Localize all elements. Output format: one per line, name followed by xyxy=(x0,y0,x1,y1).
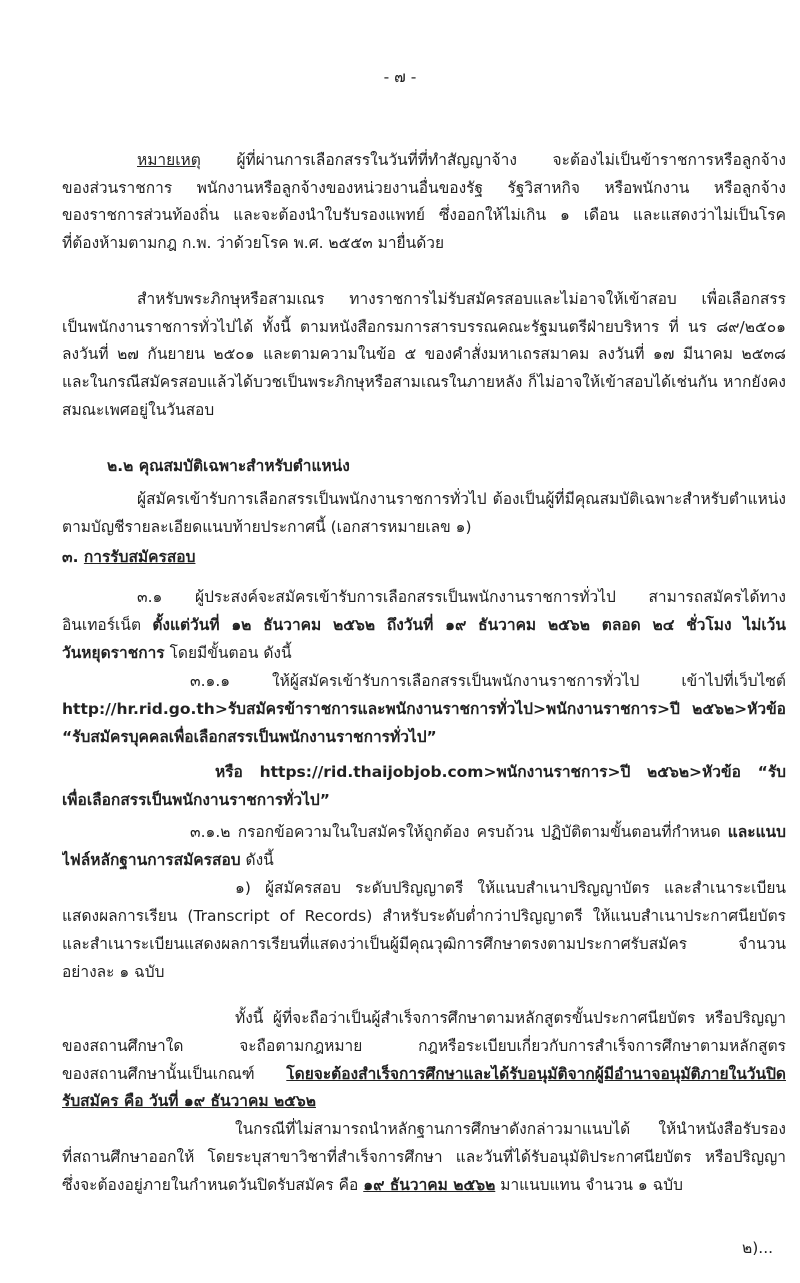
text-segment: ทั้งนี้ ผู้ที่จะถือว่าเป็นผู้สำเร็จการศึกษาตามหลักสูตรขั้นประกาศนียบัตร หรือปริญญา xyxy=(235,1009,786,1027)
text-segment: ดังนี้ xyxy=(240,851,274,869)
text-line xyxy=(62,203,786,227)
text-line xyxy=(137,287,786,311)
text-line xyxy=(137,585,786,609)
text-segment: ลงวันที่ ๒๗ กันยายน ๒๕๐๑ และตามความในข้อ ๕ ของคำสั่งมหาเถรสมาคม ลงวันที่ ๑๗ มีนาคม ๒๕๓๘ xyxy=(62,345,786,363)
text-line xyxy=(62,342,786,366)
text-line xyxy=(235,876,786,900)
text-segment: และในกรณีสมัครสอบแล้วได้บวชเป็นพระภิกษุหรือสามเณรในภายหลัง ก็ไม่อาจให้เข้าสอบได้เช่นกัน หากยังคง xyxy=(62,373,786,391)
emphasized-text: โดยจะต้องสำเร็จการศึกษาและได้รับอนุมัติจากผู้มีอำนาจอนุมัติภายในวันปิด xyxy=(286,1065,786,1083)
text-line xyxy=(62,1089,786,1113)
text-segment: ๓.๑ ผู้ประสงค์จะสมัครเข้ารับการเลือกสรรเป็นพนักงานราชการทั่วไป สามารถสมัครได้ทาง xyxy=(137,588,786,606)
bold-text: ตั้งแต่วันที่ ๑๒ ธันวาคม ๒๕๖๒ ถึงวันที่ ๑๙ ธันวาคม ๒๕๖๒ ตลอด ๒๔ ชั่วโมง ไม่เว้น xyxy=(152,616,786,634)
text-line xyxy=(62,932,786,956)
text-segment: ซึ่งจะต้องอยู่ภายในกำหนดวันปิดรับสมัคร คือ xyxy=(62,1176,364,1194)
text-segment: ๓.๑.๑ ให้ผู้สมัครเข้ารับการเลือกสรรเป็นพนักงานราชการทั่วไป เข้าไปที่เว็บไซต์ xyxy=(190,672,786,690)
text-segment: โดยมีขั้นตอน ดังนี้ xyxy=(164,644,292,662)
text-line xyxy=(62,398,786,422)
text-line xyxy=(190,820,786,844)
text-line xyxy=(62,848,786,872)
text-line xyxy=(62,960,786,984)
text-line xyxy=(62,1173,786,1197)
text-segment: และสำเนาระเบียนแสดงผลการเรียนที่แสดงว่าเป็นผู้มีคุณวุฒิการศึกษาตรงตามประกาศรับสมัคร จำนวน xyxy=(62,935,786,953)
bold-text: ไฟล์หลักฐานการสมัครสอบ xyxy=(62,851,241,869)
bold-text: เพื่อเลือกสรรเป็นพนักงานราชการทั่วไป” xyxy=(62,791,330,809)
text-segment: ของสถานศึกษาใด จะถือตามกฎหมาย กฎหรือระเบียบเกี่ยวกับการสำเร็จการศึกษาตามหลักสูตร xyxy=(62,1037,786,1055)
text-line xyxy=(62,641,786,665)
text-line xyxy=(62,697,786,721)
bold-text: ๒.๒ คุณสมบัติเฉพาะสำหรับตำแหน่ง xyxy=(107,457,350,475)
text-segment: สำหรับพระภิกษุหรือสามเณร ทางราชการไม่รับสมัครสอบและไม่อาจให้เข้าสอบ เพื่อเลือกสรร xyxy=(137,290,786,308)
text-line xyxy=(62,788,786,812)
bold-text: ๓. xyxy=(62,548,84,566)
text-segment: อินเทอร์เน็ต xyxy=(62,616,153,634)
text-line xyxy=(62,315,786,339)
text-line xyxy=(62,515,786,539)
text-line xyxy=(137,148,786,172)
emphasized-text: การรับสมัครสอบ xyxy=(83,548,196,566)
text-line xyxy=(62,370,786,394)
text-segment: อย่างละ ๑ ฉบับ xyxy=(62,963,165,981)
text-segment: ที่สถานศึกษาออกให้ โดยระบุสาขาวิชาที่สำเร็จการศึกษา และวันที่ได้รับอนุมัติประกาศนียบัตร หรือปริญญา xyxy=(62,1148,786,1166)
bold-text: และแนบ xyxy=(727,823,786,841)
text-line xyxy=(62,1062,786,1086)
text-line xyxy=(107,454,786,478)
text-segment: ๓.๑.๒ กรอกข้อความในใบสมัครให้ถูกต้อง ครบถ้วน ปฏิบัติตามขั้นตอนที่กำหนด xyxy=(190,823,728,841)
emphasized-text: ๑๙ ธันวาคม ๒๕๖๒ xyxy=(363,1176,496,1194)
text-segment: ๑) ผู้สมัครสอบ ระดับปริญญาตรี ให้แนบสำเนาปริญญาบัตร และสำเนาระเบียน xyxy=(235,879,786,897)
text-line xyxy=(62,904,786,928)
text-line xyxy=(137,487,786,511)
text-segment: เป็นพนักงานราชการทั่วไปได้ ทั้งนี้ ตามหนังสือกรมการสารบรรณคณะรัฐมนตรีฝ่ายบริหาร ที่ นร ๘๙/๒๕๐๑ xyxy=(62,318,786,336)
text-segment: ของสถานศึกษานั้นเป็นเกณฑ์ xyxy=(62,1065,287,1083)
text-line xyxy=(215,760,786,784)
text-segment: ในกรณีที่ไม่สามารถนำหลักฐานการศึกษาดังกล่าวมาแนบได้ ให้นำหนังสือรับรอง xyxy=(235,1120,786,1138)
page-number: - ๗ - xyxy=(383,68,417,86)
text-line xyxy=(62,725,786,749)
bold-text: วันหยุดราชการ xyxy=(62,644,165,662)
bold-text[interactable]: http://hr.rid.go.th>รับสมัครข้าราชการและพนักงานราชการทั่วไป>พนักงานราชการ>ปี ๒๕๖๒>หัวข้อ xyxy=(62,700,786,718)
text-line xyxy=(62,1145,786,1169)
text-segment: มาแนบแทน จำนวน ๑ ฉบับ xyxy=(495,1176,683,1194)
text-segment: ตามบัญชีรายละเอียดแนบท้ายประกาศนี้ (เอกสารหมายเลข ๑) xyxy=(62,518,472,536)
emphasized-text: หมายเหตุ xyxy=(137,151,201,169)
continuation-marker: ๒)... xyxy=(742,1239,774,1257)
text-segment: ผู้สมัครเข้ารับการเลือกสรรเป็นพนักงานราชการทั่วไป ต้องเป็นผู้ที่มีคุณสมบัติเฉพาะสำหรับตำแหน่ง xyxy=(137,490,786,508)
text-segment: ผู้ที่ผ่านการเลือกสรรในวันที่ที่ทำสัญญาจ้าง จะต้องไม่เป็นข้าราชการหรือลูกจ้าง xyxy=(200,151,786,169)
text-line xyxy=(190,669,786,693)
text-line xyxy=(62,176,786,200)
text-segment: ของราชการส่วนท้องถิ่น และจะต้องนำใบรับรองแพทย์ ซึ่งออกให้ไม่เกิน ๑ เดือน และแสดงว่าไม่เป็นโรค xyxy=(62,206,786,224)
text-segment: ที่ต้องห้ามตามกฎ ก.พ. ว่าด้วยโรค พ.ศ. ๒๕๕๓ มายื่นด้วย xyxy=(62,234,445,252)
text-line xyxy=(235,1006,786,1030)
text-segment: สมณะเพศอยู่ในวันสอบ xyxy=(62,401,215,419)
text-line xyxy=(62,231,786,255)
bold-text: “รับสมัครบุคคลเพื่อเลือกสรรเป็นพนักงานราชการทั่วไป” xyxy=(62,728,437,746)
emphasized-text: รับสมัคร คือ วันที่ ๑๙ ธันวาคม ๒๕๖๒ xyxy=(62,1092,316,1110)
text-line xyxy=(62,613,786,637)
bold-text[interactable]: หรือ https://rid.thaijobjob.com>พนักงานราชการ>ปี ๒๕๖๒>หัวข้อ “รับ xyxy=(215,763,786,781)
text-segment: ของส่วนราชการ พนักงานหรือลูกจ้างของหน่วยงานอื่นของรัฐ รัฐวิสาหกิจ หรือพนักงาน หรือลูกจ้าง xyxy=(62,179,786,197)
text-line xyxy=(62,1034,786,1058)
text-segment: แสดงผลการเรียน (Transcript of Records) สำหรับระดับต่ำกว่าปริญญาตรี ให้แนบสำเนาประกาศนียบัตร xyxy=(62,907,786,925)
text-line xyxy=(62,545,786,569)
text-line xyxy=(235,1117,786,1141)
